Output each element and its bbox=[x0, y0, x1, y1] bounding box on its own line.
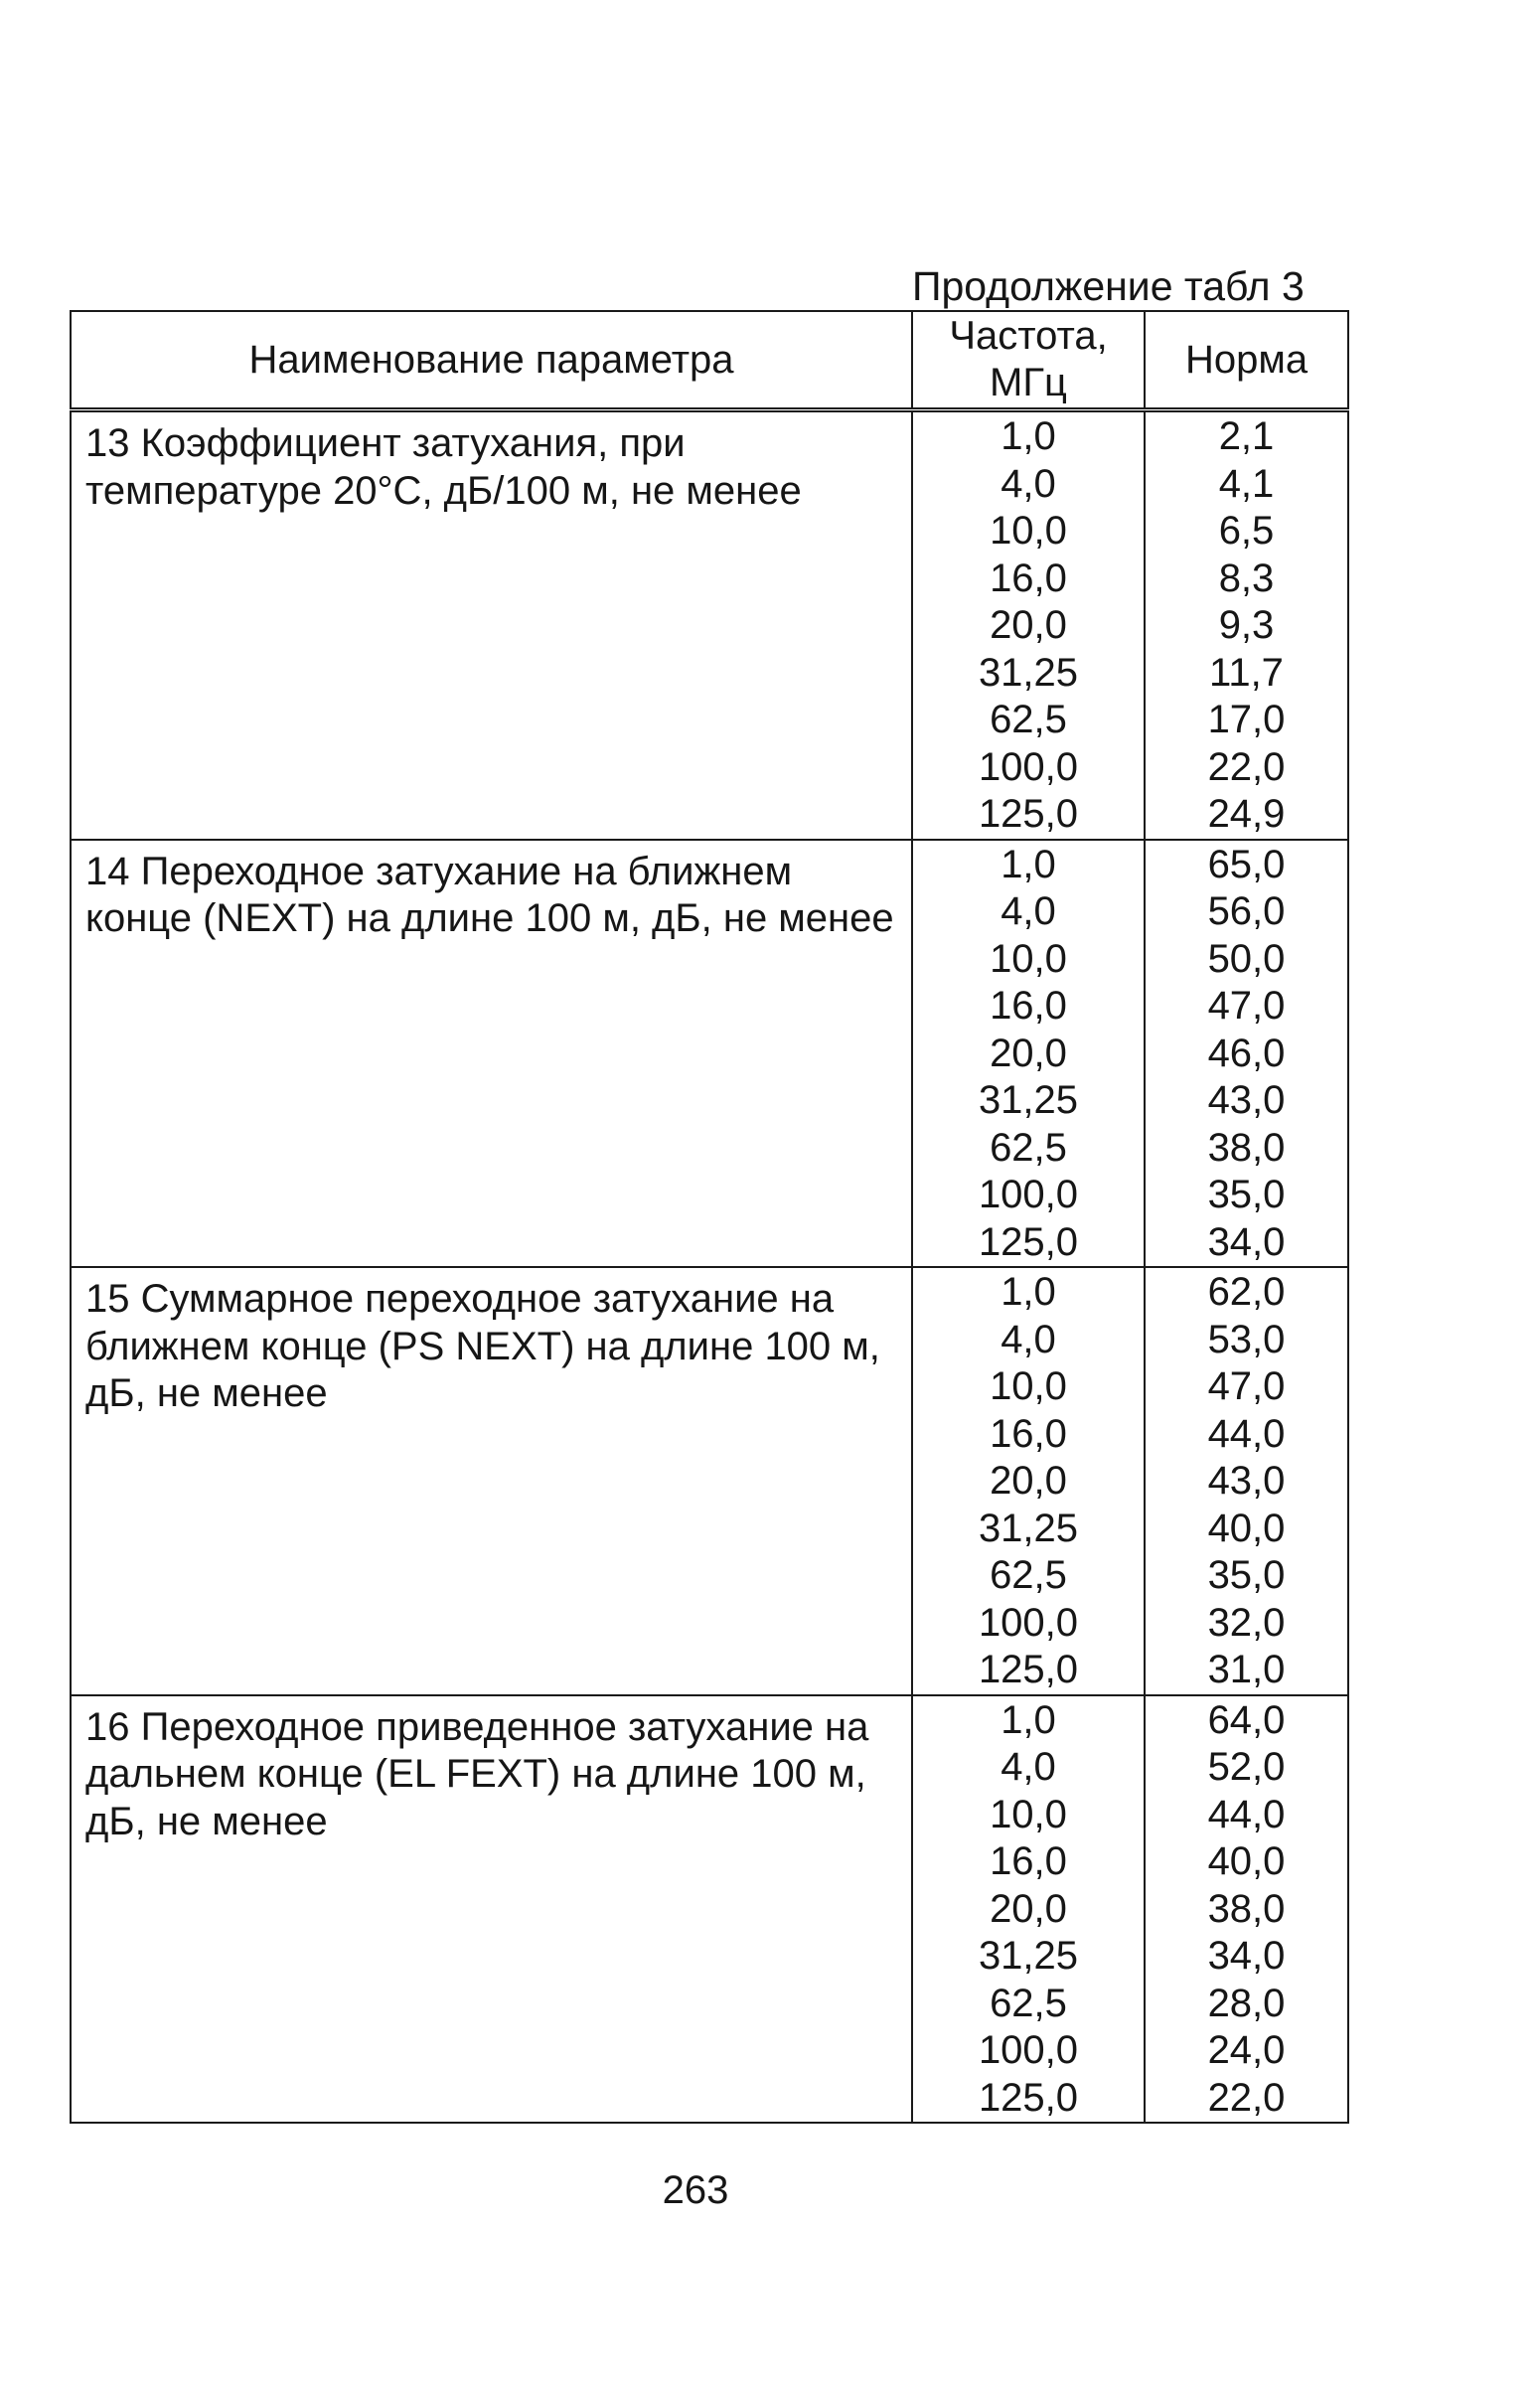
norm-value: 34,0 bbox=[1207, 1219, 1286, 1264]
norm-value: 40,0 bbox=[1207, 1506, 1286, 1550]
parameter-name-16: 16 Переходное приведенное затухание на дальнем конце (EL FEXT) на длине 100 м, дБ, не менее bbox=[71, 1695, 912, 2124]
page-number: 263 bbox=[662, 2168, 729, 2212]
norm-value: 38,0 bbox=[1207, 1886, 1286, 1931]
norm-values-14 bbox=[1145, 840, 1348, 1268]
frequency-value: 125,0 bbox=[978, 1219, 1079, 1264]
frequency-value: 100,0 bbox=[978, 1600, 1079, 1645]
header-frequency-line1: Частота, bbox=[949, 314, 1108, 358]
frequency-value: 4,0 bbox=[1001, 1317, 1056, 1361]
norm-value: 52,0 bbox=[1207, 1745, 1286, 1789]
frequency-value: 62,5 bbox=[990, 698, 1067, 741]
frequency-value: 125,0 bbox=[978, 792, 1079, 836]
table-row bbox=[71, 840, 1348, 1268]
frequency-value: 20,0 bbox=[990, 1886, 1067, 1931]
norm-value: 2,1 bbox=[1218, 414, 1275, 458]
norm-value: 43,0 bbox=[1207, 1459, 1286, 1503]
norm-value: 28,0 bbox=[1207, 1981, 1286, 2025]
frequency-value: 20,0 bbox=[990, 1031, 1067, 1075]
frequency-value: 10,0 bbox=[990, 1364, 1067, 1408]
frequency-value: 4,0 bbox=[1001, 1745, 1056, 1789]
norm-value: 62,0 bbox=[1207, 1270, 1286, 1314]
norm-value: 65,0 bbox=[1207, 842, 1286, 886]
frequency-value: 1,0 bbox=[1001, 1697, 1056, 1742]
norm-value: 31,0 bbox=[1207, 1648, 1286, 1691]
norm-value: 22,0 bbox=[1207, 2075, 1286, 2120]
header-norm: Норма bbox=[1145, 311, 1348, 410]
frequency-value: 10,0 bbox=[990, 936, 1067, 981]
norm-value: 35,0 bbox=[1207, 1553, 1286, 1597]
frequency-value: 10,0 bbox=[990, 1792, 1067, 1836]
norm-value: 6,5 bbox=[1218, 509, 1275, 553]
header-parameter-name: Наименование параметра bbox=[71, 311, 912, 410]
norm-values-13 bbox=[1145, 410, 1348, 840]
frequency-value: 16,0 bbox=[990, 984, 1067, 1028]
table-row bbox=[71, 410, 1348, 840]
frequency-value: 31,25 bbox=[978, 650, 1079, 695]
norm-value: 47,0 bbox=[1207, 1364, 1286, 1408]
frequency-values-16 bbox=[912, 1695, 1145, 2124]
frequency-value: 125,0 bbox=[978, 2075, 1079, 2120]
header-frequency-unit: МГц bbox=[990, 361, 1067, 404]
table-row bbox=[71, 1695, 1348, 2124]
norm-value: 17,0 bbox=[1207, 698, 1286, 741]
norm-value: 38,0 bbox=[1207, 1125, 1286, 1170]
parameter-name-15: 15 Суммарное переходное затухание на ближнем конце (PS NEXT) на длине 100 м, дБ, не менее bbox=[71, 1267, 912, 1695]
norm-values-15 bbox=[1145, 1267, 1348, 1695]
frequency-values-13 bbox=[912, 410, 1145, 840]
frequency-values-14 bbox=[912, 840, 1145, 1268]
frequency-value: 1,0 bbox=[1001, 842, 1056, 886]
norm-value: 22,0 bbox=[1207, 744, 1286, 789]
norm-value: 35,0 bbox=[1207, 1173, 1286, 1216]
norm-value: 32,0 bbox=[1207, 1600, 1286, 1645]
frequency-value: 100,0 bbox=[978, 2028, 1079, 2072]
norm-value: 44,0 bbox=[1207, 1411, 1286, 1456]
frequency-value: 125,0 bbox=[978, 1648, 1079, 1691]
frequency-value: 4,0 bbox=[1001, 461, 1056, 506]
norm-value: 47,0 bbox=[1207, 984, 1286, 1028]
table-caption: Продолжение табл 3 bbox=[912, 263, 1305, 309]
frequency-value: 16,0 bbox=[990, 1411, 1067, 1456]
frequency-value: 62,5 bbox=[990, 1125, 1067, 1170]
frequency-value: 10,0 bbox=[990, 509, 1067, 553]
norm-value: 34,0 bbox=[1207, 1934, 1286, 1978]
frequency-value: 20,0 bbox=[990, 1459, 1067, 1503]
parameter-name-14: 14 Переходное затухание на ближнем конце (NEXT) на длине 100 м, дБ, не менее bbox=[71, 840, 912, 1268]
frequency-value: 1,0 bbox=[1001, 414, 1056, 458]
norm-value: 11,7 bbox=[1209, 650, 1284, 695]
table-row bbox=[71, 1267, 1348, 1695]
header-frequency bbox=[912, 311, 1145, 410]
norm-value: 24,0 bbox=[1207, 2028, 1286, 2072]
norm-value: 24,9 bbox=[1207, 792, 1286, 836]
norm-value: 9,3 bbox=[1218, 603, 1275, 647]
frequency-value: 16,0 bbox=[990, 1839, 1067, 1883]
norm-value: 53,0 bbox=[1207, 1317, 1286, 1361]
frequency-value: 20,0 bbox=[990, 603, 1067, 647]
frequency-value: 100,0 bbox=[978, 1173, 1079, 1216]
parameters-table bbox=[70, 310, 1349, 2124]
norm-value: 50,0 bbox=[1207, 936, 1286, 981]
frequency-value: 31,25 bbox=[978, 1934, 1079, 1978]
frequency-value: 31,25 bbox=[978, 1506, 1079, 1550]
parameters-table-container bbox=[70, 310, 1347, 2124]
norm-value: 44,0 bbox=[1207, 1792, 1286, 1836]
frequency-value: 31,25 bbox=[978, 1078, 1079, 1122]
norm-value: 4,1 bbox=[1218, 461, 1275, 506]
norm-value: 64,0 bbox=[1207, 1697, 1286, 1742]
frequency-value: 62,5 bbox=[990, 1981, 1067, 2025]
norm-value: 46,0 bbox=[1207, 1031, 1286, 1075]
frequency-value: 62,5 bbox=[990, 1553, 1067, 1597]
table-header-row bbox=[71, 311, 1348, 410]
frequency-values-15 bbox=[912, 1267, 1145, 1695]
frequency-value: 16,0 bbox=[990, 556, 1067, 600]
parameter-name-13: 13 Коэффициент затухания, при температуре 20°С, дБ/100 м, не менее bbox=[71, 410, 912, 840]
norm-values-16 bbox=[1145, 1695, 1348, 2124]
frequency-value: 4,0 bbox=[1001, 889, 1056, 933]
frequency-value: 100,0 bbox=[978, 744, 1079, 789]
frequency-value: 1,0 bbox=[1001, 1270, 1056, 1314]
norm-value: 40,0 bbox=[1207, 1839, 1286, 1883]
norm-value: 43,0 bbox=[1207, 1078, 1286, 1122]
norm-value: 56,0 bbox=[1207, 889, 1286, 933]
norm-value: 8,3 bbox=[1218, 556, 1275, 600]
